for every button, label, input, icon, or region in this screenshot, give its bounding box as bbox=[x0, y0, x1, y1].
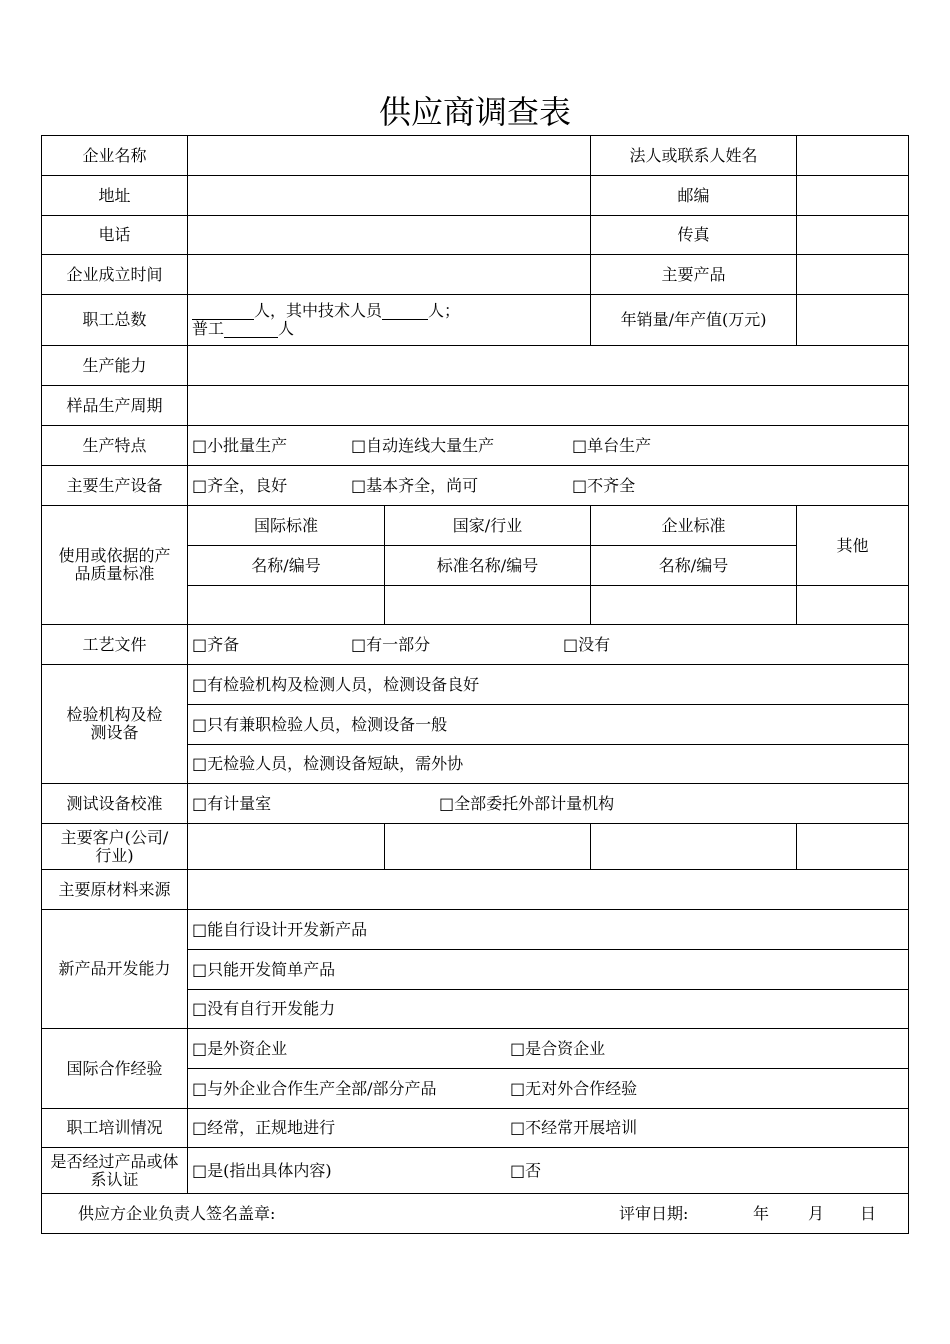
signature-label: 供应方企业负责人签名盖章: bbox=[78, 1203, 276, 1223]
row-standards-header bbox=[42, 506, 909, 546]
customer-field-3[interactable] bbox=[591, 824, 797, 870]
phone-label: 电话 bbox=[42, 216, 188, 255]
inspection-label: 检验机构及检测设备 bbox=[42, 665, 188, 784]
option-external-metrology[interactable]: □全部委托外部计量机构 bbox=[439, 793, 615, 813]
fax-label: 传真 bbox=[591, 216, 797, 255]
page-title: 供应商调查表 bbox=[378, 93, 571, 131]
standards-national-header: 国家/行业 bbox=[385, 506, 591, 546]
standards-other-header: 其他 bbox=[797, 506, 909, 586]
option-equipment-basic[interactable]: □基本齐全，尚可 bbox=[351, 475, 479, 495]
company-name-field[interactable] bbox=[188, 136, 591, 176]
main-products-label: 主要产品 bbox=[591, 255, 797, 295]
production-features-label: 生产特点 bbox=[42, 426, 188, 466]
standards-national-field[interactable] bbox=[385, 586, 591, 625]
standards-other-field[interactable] bbox=[797, 586, 909, 625]
option-metrology-room[interactable]: □有计量室 bbox=[192, 793, 272, 813]
option-foreign-cooperation[interactable]: □与外企业合作生产全部/部分产品 bbox=[192, 1078, 437, 1098]
sample-cycle-field[interactable] bbox=[188, 386, 909, 426]
new-product-label: 新产品开发能力 bbox=[42, 910, 188, 1029]
staff-total-blank[interactable] bbox=[192, 303, 254, 320]
row-equipment bbox=[42, 466, 909, 506]
row-founded bbox=[42, 255, 909, 295]
row-address bbox=[42, 176, 909, 216]
row-calibration bbox=[42, 784, 909, 824]
option-docs-none[interactable]: □没有 bbox=[563, 634, 611, 654]
main-products-field[interactable] bbox=[797, 255, 909, 295]
phone-field[interactable] bbox=[188, 216, 591, 255]
standards-enterprise-field[interactable] bbox=[591, 586, 797, 625]
sample-cycle-label: 样品生产周期 bbox=[42, 386, 188, 426]
row-new-product-1 bbox=[42, 910, 909, 950]
row-sample-cycle bbox=[42, 386, 909, 426]
fax-field[interactable] bbox=[797, 216, 909, 255]
standards-intl-field[interactable] bbox=[188, 586, 385, 625]
legal-contact-field[interactable] bbox=[797, 136, 909, 176]
staff-text-4: 人 bbox=[278, 319, 295, 338]
training-label: 职工培训情况 bbox=[42, 1109, 188, 1148]
option-inspection-none[interactable]: □无检验人员，检测设备短缺，需外协 bbox=[188, 745, 909, 784]
option-certified[interactable]: □是(指出具体内容) bbox=[192, 1160, 332, 1180]
calibration-label: 测试设备校准 bbox=[42, 784, 188, 824]
row-materials bbox=[42, 870, 909, 910]
materials-field[interactable] bbox=[188, 870, 909, 910]
staff-text-3: 普工 bbox=[192, 319, 225, 338]
standards-intl-header: 国际标准 bbox=[188, 506, 385, 546]
row-customers bbox=[42, 824, 909, 870]
standards-intl-subheader: 名称/编号 bbox=[188, 546, 385, 586]
process-docs-label: 工艺文件 bbox=[42, 625, 188, 665]
year-label: 年 bbox=[753, 1203, 770, 1223]
option-foreign-owned[interactable]: □是外资企业 bbox=[192, 1038, 288, 1058]
founded-field[interactable] bbox=[188, 255, 591, 295]
option-no-foreign-experience[interactable]: □无对外合作经验 bbox=[510, 1078, 638, 1098]
option-equipment-complete[interactable]: □齐全，良好 bbox=[192, 475, 288, 495]
annual-sales-field[interactable] bbox=[797, 295, 909, 346]
legal-contact-label: 法人或联系人姓名 bbox=[591, 136, 797, 176]
row-signature bbox=[42, 1194, 909, 1234]
equipment-label: 主要生产设备 bbox=[42, 466, 188, 506]
standards-label: 使用或依据的产品质量标准 bbox=[42, 506, 188, 625]
customers-label: 主要客户(公司/行业) bbox=[42, 824, 188, 870]
capacity-label: 生产能力 bbox=[42, 346, 188, 386]
standards-national-subheader: 标准名称/编号 bbox=[385, 546, 591, 586]
annual-sales-label: 年销量/年产值(万元) bbox=[591, 295, 797, 346]
review-date-label: 评审日期: bbox=[619, 1203, 689, 1223]
option-small-batch[interactable]: □小批量生产 bbox=[192, 435, 288, 455]
option-docs-complete[interactable]: □齐备 bbox=[192, 634, 240, 654]
option-joint-venture[interactable]: □是合资企业 bbox=[510, 1038, 606, 1058]
certification-label: 是否经过产品或体系认证 bbox=[42, 1148, 188, 1194]
staff-text-1: 人，其中技术人员 bbox=[254, 301, 383, 320]
row-staff bbox=[42, 295, 909, 346]
option-training-regular[interactable]: □经常，正规地进行 bbox=[192, 1118, 336, 1137]
option-inspection-parttime[interactable]: □只有兼职检验人员，检测设备一般 bbox=[188, 705, 909, 745]
standards-enterprise-subheader: 名称/编号 bbox=[591, 546, 797, 586]
option-automated-mass[interactable]: □自动连线大量生产 bbox=[351, 435, 495, 455]
row-phone bbox=[42, 216, 909, 255]
supplier-survey-table bbox=[41, 135, 909, 1234]
option-docs-partial[interactable]: □有一部分 bbox=[351, 634, 431, 654]
row-company-name bbox=[42, 136, 909, 176]
option-not-certified[interactable]: □否 bbox=[510, 1160, 542, 1180]
founded-label: 企业成立时间 bbox=[42, 255, 188, 295]
company-name-label: 企业名称 bbox=[42, 136, 188, 176]
address-label: 地址 bbox=[42, 176, 188, 216]
address-field[interactable] bbox=[188, 176, 591, 216]
row-process-docs bbox=[42, 625, 909, 665]
day-label: 日 bbox=[860, 1203, 877, 1223]
option-no-development[interactable]: □没有自行开发能力 bbox=[188, 990, 909, 1029]
postcode-label: 邮编 bbox=[591, 176, 797, 216]
month-label: 月 bbox=[808, 1203, 825, 1223]
row-intl-1 bbox=[42, 1029, 909, 1069]
option-inspection-full[interactable]: □有检验机构及检测人员，检测设备良好 bbox=[188, 665, 909, 705]
general-staff-blank[interactable] bbox=[224, 321, 278, 338]
row-training bbox=[42, 1109, 909, 1148]
staff-total-label: 职工总数 bbox=[42, 295, 188, 346]
capacity-field[interactable] bbox=[188, 346, 909, 386]
row-inspection-1 bbox=[42, 665, 909, 705]
row-capacity bbox=[42, 346, 909, 386]
option-training-irregular[interactable]: □不经常开展培训 bbox=[510, 1118, 638, 1137]
staff-total-field[interactable] bbox=[188, 295, 591, 346]
postcode-field[interactable] bbox=[797, 176, 909, 216]
customer-field-2[interactable] bbox=[385, 824, 591, 870]
option-design-new[interactable]: □能自行设计开发新产品 bbox=[188, 910, 909, 950]
staff-text-2: 人； bbox=[428, 301, 461, 320]
customer-field-1[interactable] bbox=[188, 824, 385, 870]
option-equipment-incomplete[interactable]: □不齐全 bbox=[572, 475, 636, 495]
row-production-features bbox=[42, 426, 909, 466]
option-simple-only[interactable]: □只能开发简单产品 bbox=[188, 950, 909, 990]
standards-enterprise-header: 企业标准 bbox=[591, 506, 797, 546]
intl-label: 国际合作经验 bbox=[42, 1029, 188, 1109]
materials-label: 主要原材料来源 bbox=[42, 870, 188, 910]
option-single-unit[interactable]: □单台生产 bbox=[572, 435, 652, 455]
customer-field-4[interactable] bbox=[797, 824, 909, 870]
tech-staff-blank[interactable] bbox=[382, 303, 428, 320]
row-certification bbox=[42, 1148, 909, 1194]
